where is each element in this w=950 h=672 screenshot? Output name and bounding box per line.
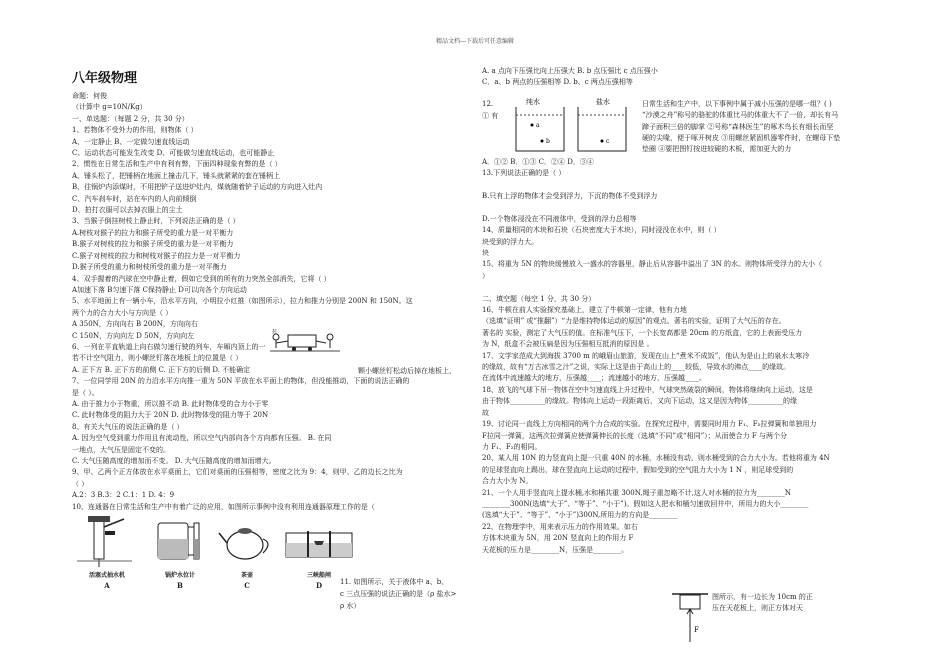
point-a: a: [536, 121, 540, 129]
question-line: C. 此时物体受的阻力大于 20N D. 此时物体受的阻力等于 20N: [72, 411, 269, 420]
figure-d-caption: 三峡船闸: [306, 572, 331, 580]
pump-illustration: [72, 513, 142, 568]
question-line: 天花板的压力是________N，压强是________。: [482, 545, 629, 554]
question-line: 命题：何俊: [72, 92, 107, 100]
question-line: 块: [482, 249, 489, 258]
question-line: 4、双手握着的汽球在空中静止着，假如它受到的所有的力突然全部消失，它将（ ）: [72, 274, 331, 283]
q5-fig-label: 拉: [272, 329, 278, 335]
question-line: 6、一列在平直轨道上向右做匀速行驶的列车，车厢内顶上的一: [72, 342, 266, 351]
q12-prefix: ① 有: [482, 111, 499, 120]
gauge-illustration: [150, 513, 210, 568]
question-line: 在流体中流速越大的地方，压强越____；流速越小的地方，压强越____。: [482, 374, 706, 383]
question-line: 一、单选题：（每题 2 分，共 30 分）: [72, 114, 189, 123]
question-line: 21、一个人用手竖直向上提水桶,水和桶共重 300N,绳子重忽略不计,这人对水桶的拉力为________N: [482, 488, 791, 497]
question-line: C 150N，方向向左 D 50N，方向向左: [72, 331, 195, 340]
question-line: A.2：3 B.3：2 C.1：1 D. 4：9: [72, 491, 175, 500]
q22-fig-label: F: [694, 626, 699, 634]
q22-side-line: 压在天花板上，则正方体对天: [712, 604, 803, 613]
right-column: [482, 66, 882, 556]
question-line: 22、在物理学中，用来表示压力的作用效果。如右: [482, 522, 638, 531]
figure-c-teapot: [217, 513, 277, 593]
question-line: D.一个物体浸没在不同液体中，受到的浮力总相等: [482, 214, 637, 223]
question-line: 3、当猴子倒挂树枝上静止时，下列说法正确的是（ ）: [72, 217, 240, 226]
question-line: 方体木块重为 5N，用 20N 竖直向上的作用力 F: [482, 534, 634, 543]
question-line: F拉同一弹簧，这两次拉弹簧应使弹簧伸长的长度（选填“不同”或“相同”）；从而使合力 F 与两个分: [482, 431, 787, 440]
question-line: C、汽车刹车时，站在车内的人向前倾倒: [72, 194, 197, 203]
beaker-label-salt: 盐水: [596, 97, 610, 106]
question-line: 18、放飞的气球下吊一物体在空中匀速直线上升过程中，气球突然破裂的瞬间，物体将继续向上运动，这是: [482, 385, 813, 394]
question-line: 8、有关大气压的说法正确的是（ ）: [72, 422, 184, 431]
question-line: A.树枝对猴子的拉力和猴子所受的重力是一对平衡力: [72, 228, 234, 237]
q12-side-text: [642, 99, 840, 156]
question-line: 为 N，纸盒不会被压扁是因为压强相互抵消的原因是 。: [482, 340, 654, 349]
question-line: 二、填空题（每空 1 分，共 30 分）: [482, 294, 596, 303]
question-line: A 350N，方向向右 B 200N，方向向右: [72, 320, 198, 329]
q12-side-line: 蹄子面积三倍的脚掌 ②号称“森林医生”的啄木鸟长有细长而坚: [642, 122, 834, 131]
question-line: 9、甲、乙两个正方体放在水平桌面上，它们对桌面的压强相等，密度之比为 9：4，则甲、乙的边长之比为: [72, 468, 403, 477]
question-line: 16、牛顿在前人实验探究基础上，建立了牛顿第一定律，他有力地: [482, 306, 687, 315]
q5-cart-figure: [270, 329, 342, 353]
q11-line: 11. 如图所示，关于液体中 a、b、: [340, 578, 449, 586]
q11-text: [340, 576, 456, 612]
question-line: [482, 180, 882, 191]
question-line: A、锤头松了，把锤柄在地面上撞击几下，锤头就紧紧的套在锤柄上: [72, 171, 281, 180]
q11-line: c 三点压强的说法正确的是（ρ 盐水>: [340, 590, 457, 598]
q12-side-line: 硬的尖喙，便于啄开树皮 ③用螺丝紧固机器零件时，在螺母下垫: [642, 134, 841, 143]
question-line: 是（ ）。: [72, 388, 99, 397]
question-line: C、运动状态可能发生改变 D、可能做匀速直线运动，也可能静止: [72, 149, 275, 158]
question-line: 17、文学家范成大到海拔 3700 m 的峨眉山旅游，发现在山上“煮米不成饭”，他认为是山上的泉水太寒冷: [482, 351, 810, 360]
figure-a-caption: 活塞式抽水机: [88, 572, 125, 580]
figure-c-letter: C: [244, 581, 250, 591]
q12-number: 12.: [482, 99, 494, 108]
exam-title: 八年级物理: [72, 71, 138, 86]
question-line: ）: [482, 271, 489, 280]
q6-side-text: 颗小螺丝钉松动后掉在地板上，: [358, 367, 456, 375]
question-line: A. 正下方 B. 正下方的前侧 C. 正下方的后侧 D. 不能确定: [72, 365, 251, 374]
question-line: B.只有上浮的物体才会受到浮力，下沉的物体不受到浮力: [482, 192, 658, 201]
question-line: D.猴子所受的重力和树枝所受的重力是一对平衡力: [72, 263, 227, 272]
question-line: 19、讨论同一直线上方向相同的两个力合成的实验。在探究过程中，需要同时用力 F₁、F₂拉弹簧和单独用力: [482, 420, 817, 429]
right-question-lines: [482, 157, 882, 556]
page-header: 精品文档---下载后可任意编辑: [435, 38, 515, 45]
question-line: A．①② B．①③ C．②④ D．③④: [482, 157, 594, 166]
shiplock-illustration: [284, 513, 354, 568]
q22-figure: [672, 590, 708, 650]
figure-c-caption: 茶壶: [240, 572, 253, 580]
question-line: 10、连通器在日常生活和生产中有着广泛的应用，如图所示事例中没有利用连通器原理工作的是（: [72, 502, 375, 511]
question-line: （计算中 g=10N/Kg）: [72, 103, 147, 112]
question-line: 5、水平地面上有一辆小车，沿水平方向，小明拉小红推（如图所示），拉力和推力分别是 200N 和 150N。这: [72, 297, 413, 306]
question-line: 一地点，大气压是固定不变的。: [72, 445, 170, 454]
q12-side-line: 垫圈 ④要把图钉按进较硬的木板，需加更大的力: [642, 145, 792, 154]
question-line: 两个力的合力大小与方向是（ ）: [72, 308, 173, 317]
question-line: （选填“证明” 或“推翻”）“力是维持物体运动的原因”的观点。著名的实验，证明了大气压的存在。: [482, 317, 786, 326]
q11-line: ρ 水）: [340, 602, 361, 610]
question-line: 块受到的浮力大。: [482, 237, 538, 246]
question-line: 的足球竖直向上踢出，球在竖直向上运动的过程中，假如受到的空气阻力大小为 1 N ，则足球受到的: [482, 465, 794, 474]
question-line: 故: [482, 408, 489, 417]
question-line: 由于物体__________的缘故。物体向上运动一段距离后，又向下运动，这又是因为物体__________的缘: [482, 397, 797, 406]
point-c: c: [606, 137, 610, 145]
question-line: C. 大气压随高度的增加而不变。 D. 大气压随高度的增加而增大。: [72, 457, 276, 465]
q11-option-cd: C．a、b 两点的压强相等 D. b、c 两点压强相等: [482, 78, 633, 87]
q11-option-ab: A. a 点向下压强比向上压强大 B. b 点压强比 c 点压强小: [482, 67, 658, 75]
point-b: b: [546, 137, 550, 145]
question-line: A加速下落 B匀速下落 C保持静止 D可以向各个方向运动: [72, 285, 247, 294]
figure-a-letter: A: [104, 581, 110, 591]
figure-d-letter: D: [315, 581, 323, 591]
question-line: ________300N(选填“大于”、“等于”、“小于”)。假如这人把水和桶匀速放回井中，所用力的大小________: [482, 499, 809, 508]
q12-block: [482, 99, 882, 157]
question-line: [482, 202, 882, 213]
question-line: 著名的 实验，测定了大气压的值。在标准气压下，一个长宽高都是 20cm 的方纸盒，它的上表面受压力: [482, 328, 803, 337]
question-line: 7、一位同学用 20N 的力沿水平方向推一重为 50N 平放在水平面上的物体，但没能推动，下面的说法正确的: [72, 377, 410, 386]
q12-side-line: 日常生活和生产中，以下事例中属于减小压强的是哪一组？( ): [642, 99, 832, 108]
figure-a-pump: [72, 513, 142, 593]
question-line: 合力大小为 N。: [482, 477, 533, 486]
question-line: D、拍打衣服可以去掉衣服上的尘土: [72, 206, 183, 215]
question-line: A. 因为空气受到重力作用且有流动性，所以空气内部向各个方向都有压强。 B. 在同: [72, 434, 332, 443]
beakers-figure: [512, 95, 632, 155]
question-line: A、一定静止 B、一定做匀速直线运动: [72, 137, 190, 146]
figure-b-gauge: [150, 513, 210, 593]
question-line: 2、惯性在日常生活和生产中有利有弊，下面四种现象有弊的是（ ）: [72, 160, 282, 169]
question-line: 的缘故，故有“万古冰雪之汁”之说，实际上这是由于高山上的____较低，导致水的沸点____的缘故。: [482, 363, 791, 372]
question-line: B、往锅炉内添煤时，不用把铲子送进炉灶内，煤就随着铲子运动的方向进入灶内: [72, 183, 323, 192]
figure-b-caption: 锅炉水位计: [164, 572, 195, 580]
q22-side-line: 图所示，有一边长为 10cm 的正: [712, 593, 813, 601]
figure-b-letter: B: [177, 581, 183, 591]
q12-side-line: “沙漠之舟”称号的骆驼的体重比马的体重大不了一倍，却长有马: [642, 111, 839, 120]
left-question-lines: [72, 91, 467, 513]
question-line: 若不计空气阻力，则小螺丝钉落在地板上的位置是（ ）: [72, 354, 243, 363]
question-line: 力 F₁、F₂的相同。: [482, 442, 542, 451]
q22-side-text: [712, 592, 813, 615]
teapot-illustration: [217, 513, 277, 568]
question-line: B.猴子对树枝的拉力和猴子所受的重力是一对平衡力: [72, 240, 234, 249]
question-line: （ ）: [72, 479, 89, 488]
question-line: A. 由于推力小于物重，所以推不动 B. 此时物体受的合力小于零: [72, 399, 269, 408]
question-line: C.猴子对树枝的拉力和树枝对猴子的拉力是一对平衡力: [72, 251, 241, 260]
question-line: 15、将重为 5N 的物块缓慢放入一盛水的容器里，静止后从容器中溢出了 3N 的水。则物体所受浮力的大小（: [482, 260, 822, 269]
question-line: 13.下列说法正确的是（ ）: [482, 169, 566, 178]
beaker-label-pure: 纯水: [526, 97, 540, 106]
question-line: 14、质量相同的木块和石块（石块密度大于木块），同时浸没在水中，则（ ）: [482, 226, 721, 235]
question-line: 1、若物体不受外力的作用，则物体（ ）: [72, 126, 198, 135]
question-line: (选填“大于”、“等于”、“小于”)300N,所用力的方向是________: [482, 511, 678, 520]
question-line: [482, 282, 882, 293]
question-line: 20、某人用 10N 的力竖直向上提一只重 40N 的水桶，水桶没有动，则水桶受到的合力大小为。若他将重为 4N: [482, 454, 830, 463]
